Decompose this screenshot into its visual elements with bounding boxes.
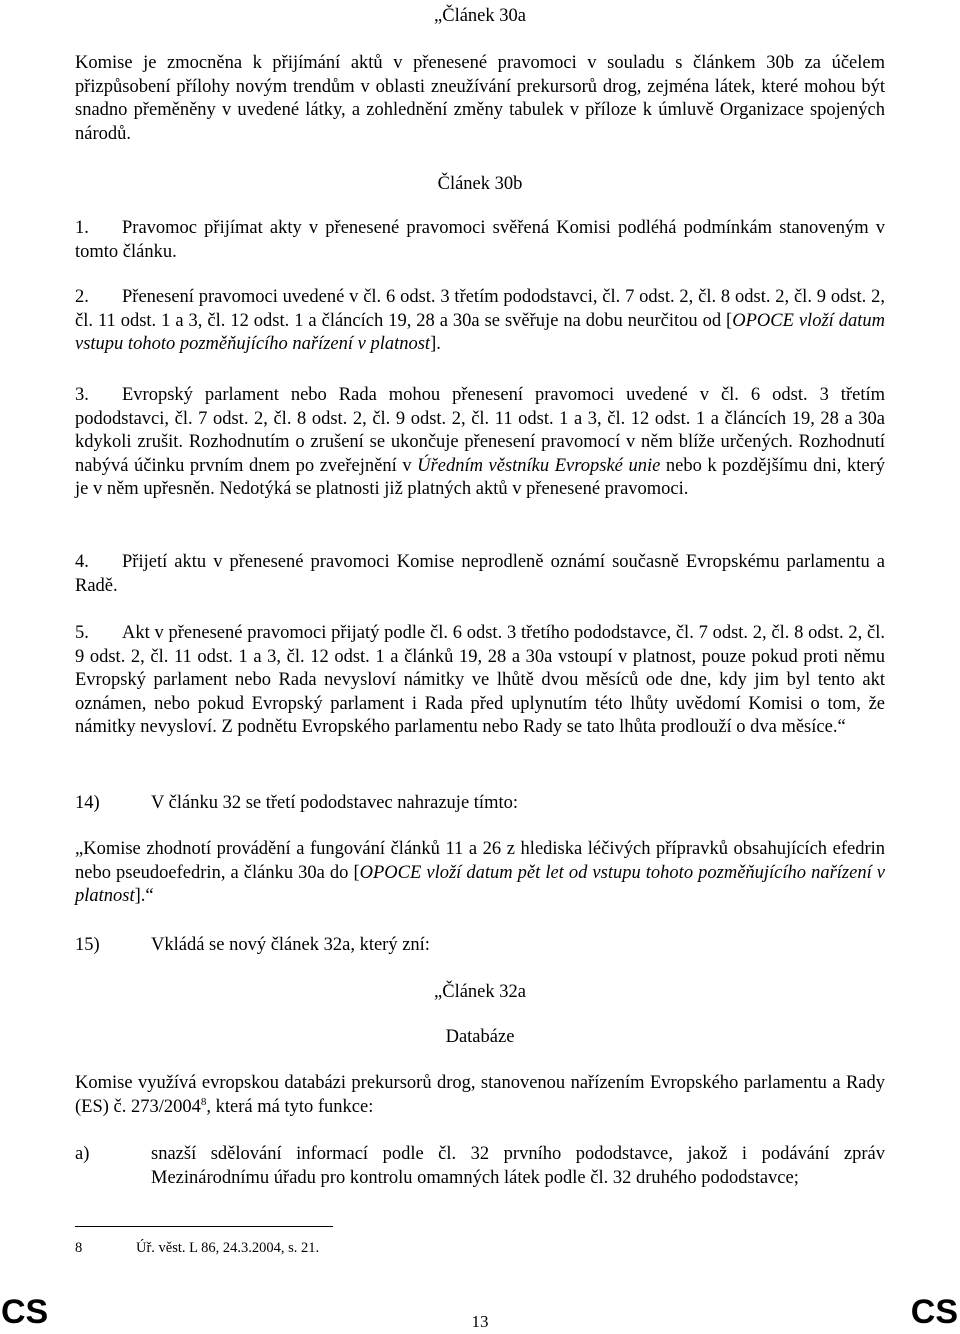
item-text: snazší sdělování informací podle čl. 32 prvního pododstavce, jakož i podávání zpráv Mezinárodnímu úřadu pro kontrolu omamných látek podle čl. 32 druhého pododstavce; <box>151 1144 885 1188</box>
paragraph-number: 4. <box>75 552 89 572</box>
page-number: 13 <box>471 1312 489 1331</box>
article-30b-paragraph-2 <box>75 286 885 357</box>
footnote-separator <box>75 1226 333 1227</box>
intro-text-end: , která má tyto funkce: <box>206 1096 374 1117</box>
paragraph-number: 5. <box>75 623 89 643</box>
article-30b-paragraph-1 <box>75 217 885 264</box>
paragraph-text-end: nebo k pozdějšímu dni, který je v něm upřesněn. Nedotýká se platnosti již platných aktů v přenesené pravomoci. <box>75 455 885 500</box>
quote-text-end: ].“ <box>134 886 154 907</box>
item-14-quote <box>75 838 885 909</box>
paragraph-text: Akt v přenesené pravomoci přijatý podle čl. 6 odst. 3 třetího pododstavce, čl. 7 odst. 2, čl. 8 odst. 2, čl. 9 odst. 2, čl. 11 odst. 1 a 3, čl. 12 odst. 1 a článků 19, 28 a 30a vstoupí v platnost, pouze pokud proti němu Evropský parlament nebo Rada nevysloví námitky ve lhůtě dvou měsíců ode dne, kdy jim byl tento akt oznámen, nebo pokud Evropský parlament i Rada před uplynutím této lhůty uvědomí Komisi o tom, že námitky nevysloví. Z podnětu Evropského parlamentu nebo Rady se tato lhůta prodlouží o dva měsíce.“ <box>75 623 885 738</box>
paragraph-text-end: ]. <box>430 334 441 355</box>
article-30b-title: Článek 30b <box>437 174 523 194</box>
paragraph-number: 2. <box>75 287 89 307</box>
paragraph-italic-text: OPOCE vloží datum vstupu tohoto pozměňujícího nařízení v platnost <box>75 310 885 355</box>
paragraph-text: Přenesení pravomoci uvedené v čl. 6 odst. 3 třetím pododstavci, čl. 7 odst. 2, čl. 8 odst. 2, čl. 9 odst. 2, čl. 11 odst. 1 a 3, čl. 12 odst. 1 a článcích 19, 28 a 30a se svěřuje na dobu neurčitou od [ <box>75 287 885 331</box>
language-code-right: CS <box>910 1293 958 1331</box>
paragraph-text: Přijetí aktu v přenesené pravomoci Komise neprodleně oznámí současně Evropskému parlamentu a Radě. <box>75 552 885 596</box>
article-30b-paragraph-3 <box>75 384 885 502</box>
paragraph-number: 1. <box>75 218 89 238</box>
quote-text: „Komise zhodnotí provádění a fungování článků 11 a 26 z hlediska léčivých přípravků obsahujících efedrin nebo pseudoefedrin, a článku 30a do [ <box>75 839 885 883</box>
item-text: Vkládá se nový článek 32a, který zní: <box>151 935 430 955</box>
item-label: a) <box>75 1144 90 1164</box>
paragraph-text: Pravomoc přijímat akty v přenesené pravomoci svěřená Komisi podléhá podmínkám stanoveným v tomto článku. <box>75 218 885 262</box>
paragraph-text: Evropský parlament nebo Rada mohou přenesení pravomoci uvedené v čl. 6 odst. 3 třetím pododstavci, čl. 7 odst. 2, čl. 8 odst. 2, čl. 9 odst. 2, čl. 11 odst. 1 a 3, čl. 12 odst. 1 a článcích 19, 28 a 30a kdykoli zrušit. Rozhodnutím o zrušení se ukončuje přenesení pravomocí v něm blíže určených. Rozhodnutí nabývá účinku prvním dnem po zveřejnění v <box>75 385 885 476</box>
article-30a-title: „Článek 30a <box>434 6 526 26</box>
article-32a-title: „Článek 32a <box>434 982 526 1002</box>
intro-text: Komise využívá evropskou databázi prekursorů drog, stanovenou nařízením Evropského parlamentu a Rady (ES) č. 273/2004 <box>75 1073 885 1117</box>
item-number: 14) <box>75 793 100 813</box>
article-30b-paragraph-4 <box>75 551 885 598</box>
paragraph-number: 3. <box>75 385 89 405</box>
paragraph-italic-text: Úředním věstníku Evropské unie <box>417 455 661 476</box>
quote-italic-text: OPOCE vloží datum pět let od vstupu tohoto pozměňujícího nařízení v platnost <box>75 862 886 907</box>
article-30a-text: Komise je zmocněna k přijímání aktů v přenesené pravomoci v souladu s článkem 30b za účelem přizpůsobení přílohy novým trendům v oblasti zneužívání prekursorů drog, zejména látek, které mohou být snadno přeměněny v uvedené látky, a zohlednění změny tabulek v příloze k úmluvě Organizace spojených národů. <box>75 53 885 144</box>
article-30b-paragraph-5 <box>75 622 885 740</box>
footnote-reference[interactable]: 8 <box>200 1095 207 1108</box>
article-32a-subtitle: Databáze <box>445 1027 515 1047</box>
footnote-number: 8 <box>75 1240 83 1256</box>
item-text: V článku 32 se třetí pododstavec nahrazuje tímto: <box>151 793 518 813</box>
item-number: 15) <box>75 935 100 955</box>
article-32a-intro <box>75 1072 885 1119</box>
language-code-left: CS <box>1 1293 49 1331</box>
footnote-text: Úř. věst. L 86, 24.3.2004, s. 21. <box>136 1240 320 1256</box>
